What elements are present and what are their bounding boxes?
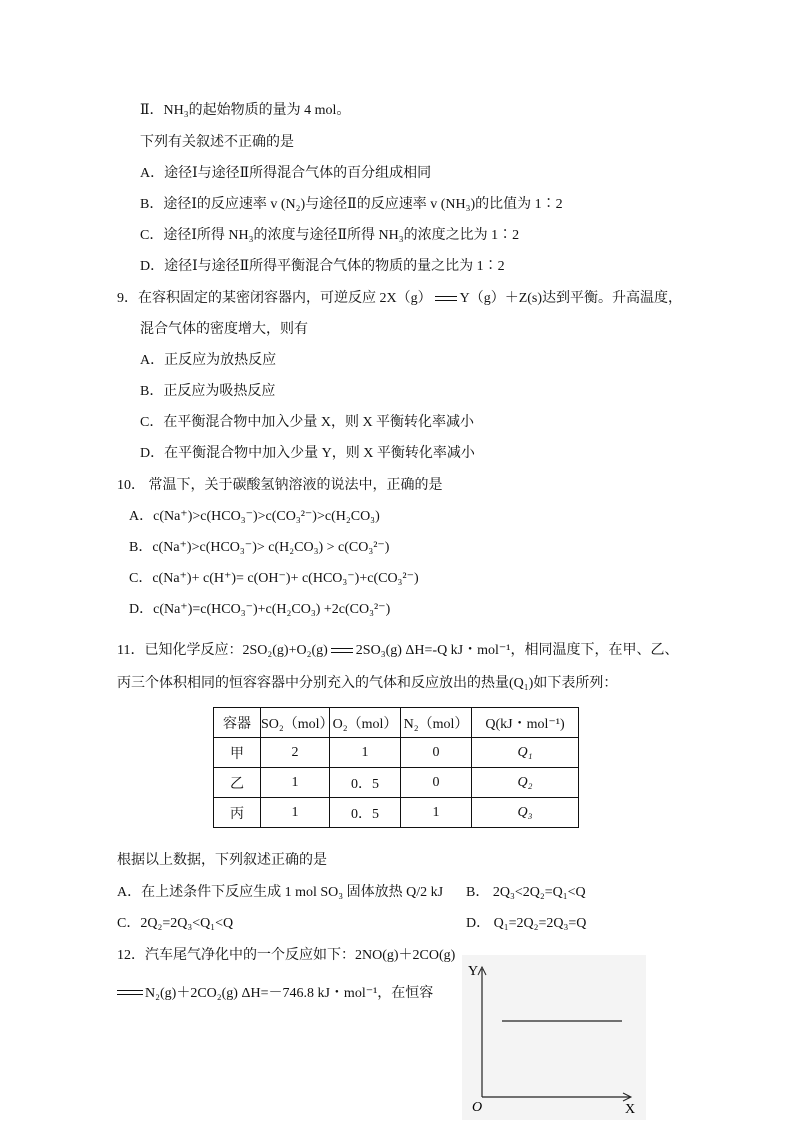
q9-option-b: B．正反应为吸热反应: [140, 384, 276, 399]
q9-stem-line1: [117, 290, 682, 308]
q10-stem: 10． 常温下，关于碳酸氢钠溶液的说法中，正确的是: [117, 478, 443, 493]
table-cell: 2: [261, 738, 330, 768]
table-cell: 0．5: [330, 768, 401, 798]
equilibrium-arrow-icon: [331, 647, 353, 655]
table-header-cell: N₂（mol）: [401, 708, 472, 738]
q11-stem-part1: 11．已知化学反应：2SO₂(g)+O₂(g): [117, 643, 328, 658]
table-row: [214, 738, 579, 768]
q12-stem-part2: N₂(g)＋2CO₂(g) ΔH=－746.8 kJ・mol⁻¹，在恒容: [145, 986, 434, 1001]
table-row: [214, 768, 579, 798]
q8-option-c: C．途径Ⅰ所得 NH₃的浓度与途径Ⅱ所得 NH₃的浓度之比为 1∶2: [140, 228, 520, 243]
table-cell: Q₂: [472, 768, 579, 798]
table-cell: Q₁: [472, 738, 579, 768]
table-cell: 1: [330, 738, 401, 768]
q10-option-d: D．c(Na⁺)=c(HCO₃⁻)+c(H₂CO₃) +2c(CO₃²⁻): [129, 602, 391, 617]
table-cell: Q₃: [472, 798, 579, 828]
x-axis-label: X: [625, 1102, 636, 1117]
table-cell: 0: [401, 768, 472, 798]
q10-option-a: A．c(Na⁺)>c(HCO₃⁻)>c(CO₃²⁻)>c(H₂CO₃): [129, 509, 380, 524]
table-cell: 1: [401, 798, 472, 828]
q9-option-a: A．正反应为放热反应: [140, 353, 277, 368]
q12-graph: [462, 955, 646, 1120]
q11-stem-line1: [117, 642, 679, 660]
table-header-row: [214, 708, 579, 738]
table-cell: 甲: [214, 738, 261, 768]
table-header-cell: Q(kJ・mol⁻¹): [472, 708, 579, 738]
q8-option-d: D．途径Ⅰ与途径Ⅱ所得平衡混合气体的物质的量之比为 1∶2: [140, 259, 505, 274]
q9-stem-line2: 混合气体的密度增大，则有: [140, 322, 308, 337]
q11-option-d: D． Q₁=2Q₂=2Q₃=Q: [466, 916, 587, 931]
q12-graph-svg: [462, 955, 646, 1120]
table-row: [214, 798, 579, 828]
q11-data-table: [213, 707, 579, 828]
table-cell: 1: [261, 798, 330, 828]
q9-option-c: C．在平衡混合物中加入少量 X，则 X 平衡转化率减小: [140, 415, 475, 430]
table-header-cell: O₂（mol）: [330, 708, 401, 738]
equilibrium-arrow-icon: [117, 990, 143, 998]
q10-option-c: C．c(Na⁺)+ c(H⁺)= c(OH⁻)+ c(HCO₃⁻)+c(CO₃²⁻): [129, 571, 419, 586]
q11-after-table: 根据以上数据，下列叙述正确的是: [117, 853, 327, 868]
q11-stem-part2: 2SO₃(g) ΔH=-Q kJ・mol⁻¹，相同温度下，在甲、乙、: [355, 643, 679, 658]
table-cell: 乙: [214, 768, 261, 798]
q8-condition-ii: Ⅱ．NH₃的起始物质的量为 4 mol。: [140, 103, 351, 118]
q12-stem-line2: [117, 985, 433, 1003]
y-axis-label: Y: [468, 964, 479, 979]
table-cell: 0: [401, 738, 472, 768]
q8-stem: 下列有关叙述不正确的是: [140, 135, 294, 150]
q9-option-d: D．在平衡混合物中加入少量 Y，则 X 平衡转化率减小: [140, 446, 475, 461]
origin-label: O: [472, 1100, 483, 1115]
q11-stem-line2: 丙三个体积相同的恒容容器中分别充入的气体和反应放出的热量(Q₁)如下表所列：: [117, 676, 618, 691]
q10-option-b: B．c(Na⁺)>c(HCO₃⁻)> c(H₂CO₃) > c(CO₃²⁻): [129, 540, 390, 555]
q8-option-b: B．途径Ⅰ的反应速率 v (N₂)与途径Ⅱ的反应速率 v (NH₃)的比值为 1∶2: [140, 197, 563, 212]
q11-option-c: C．2Q₂=2Q₃<Q₁<Q: [117, 916, 234, 931]
table-cell: 丙: [214, 798, 261, 828]
equilibrium-arrow-icon: [435, 295, 457, 303]
q8-option-a: A．途径Ⅰ与途径Ⅱ所得混合气体的百分组成相同: [140, 166, 432, 181]
q9-stem-part1: 9．在容积固定的某密闭容器内，可逆反应 2X（g）: [117, 291, 432, 306]
table-cell: 1: [261, 768, 330, 798]
q12-stem-line1: 12．汽车尾气净化中的一个反应如下：2NO(g)＋2CO(g): [117, 948, 456, 963]
q9-stem-part2: Y（g）＋Z(s)达到平衡。升高温度，: [459, 291, 683, 306]
q11-option-a: A．在上述条件下反应生成 1 mol SO₃ 固体放热 Q/2 kJ: [117, 885, 444, 900]
table-cell: 0．5: [330, 798, 401, 828]
table-header-cell: 容器: [214, 708, 261, 738]
table-header-cell: SO₂（mol）: [261, 708, 330, 738]
q11-option-b: B． 2Q₃<2Q₂=Q₁<Q: [466, 885, 586, 900]
